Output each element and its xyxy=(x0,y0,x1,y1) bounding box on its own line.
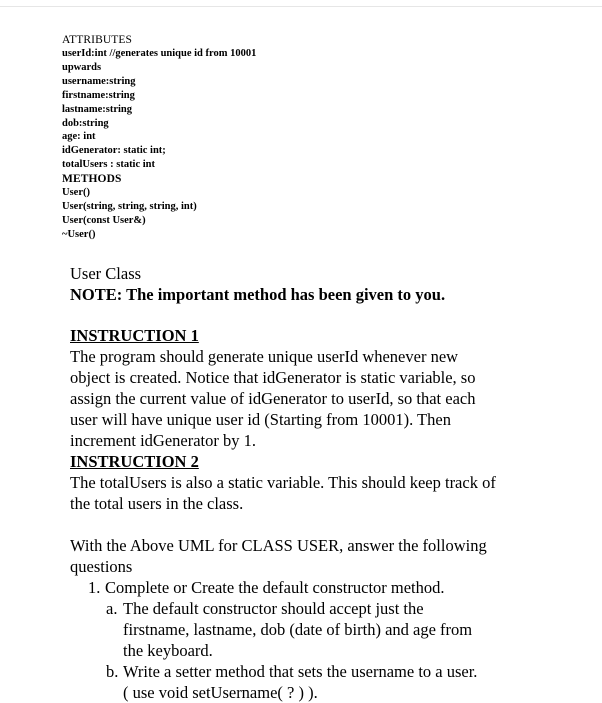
attribute-line: upwards xyxy=(62,61,102,73)
method-line: User(const User&) xyxy=(62,214,146,226)
attribute-line: totalUsers : static int xyxy=(62,159,156,171)
assignment-text xyxy=(70,263,550,703)
attribute-line: idGenerator: static int; xyxy=(62,145,166,157)
sub-item-letter: a. xyxy=(106,599,118,618)
sub-item-a-line: firstname, lastname, dob (date of birth) and age from xyxy=(123,620,473,639)
instruction-1-line: The program should generate unique userId whenever new xyxy=(70,347,459,366)
question-item-1 xyxy=(70,577,550,598)
spacer xyxy=(70,305,550,325)
attribute-line: dob:string xyxy=(62,117,109,129)
method-line: User() xyxy=(62,187,90,199)
method-line: ~User() xyxy=(62,228,96,240)
sub-item-a-line: the keyboard. xyxy=(123,641,213,660)
instruction-1-line: user will have unique user id (Starting from 10001). Then xyxy=(70,410,451,429)
uml-class-box xyxy=(62,33,482,242)
sub-item-b-line: ( use void setUsername( ? ) ). xyxy=(123,683,318,702)
question-intro-line: With the Above UML for CLASS USER, answer the following xyxy=(70,536,487,555)
attribute-line: userId:int //generates unique id from 10001 xyxy=(62,48,257,59)
instruction-2-heading: INSTRUCTION 2 xyxy=(70,452,199,471)
class-title: User Class xyxy=(70,264,142,283)
sub-item-a-line xyxy=(70,598,550,619)
item-number: 1. xyxy=(88,578,101,597)
attribute-line: firstname:string xyxy=(62,89,135,101)
question-intro-line: questions xyxy=(70,557,133,576)
instruction-1-heading: INSTRUCTION 1 xyxy=(70,326,199,345)
instruction-2-line: the total users in the class. xyxy=(70,494,244,513)
item-text: Complete or Create the default constructor method. xyxy=(105,578,445,597)
instruction-2-line: The totalUsers is also a static variable. This should keep track of xyxy=(70,473,496,492)
methods-heading: METHODS xyxy=(62,173,122,186)
sub-item-b-line xyxy=(70,661,550,682)
attribute-line: age: int xyxy=(62,131,96,143)
sub-item-text: The default constructor should accept just the xyxy=(123,599,424,618)
instruction-1-line: object is created. Notice that idGenerator is static variable, so xyxy=(70,368,476,387)
note-text: NOTE: The important method has been given to you. xyxy=(70,285,446,304)
sub-item-letter: b. xyxy=(106,662,119,681)
top-divider xyxy=(0,6,602,7)
attributes-heading: ATTRIBUTES xyxy=(62,34,132,46)
spacer xyxy=(70,514,550,535)
attribute-line: username:string xyxy=(62,75,136,87)
instruction-1-line: assign the current value of idGenerator to userId, so that each xyxy=(70,389,476,408)
method-line: User(string, string, string, int) xyxy=(62,201,197,213)
instruction-1-line: increment idGenerator by 1. xyxy=(70,431,257,450)
sub-item-text: Write a setter method that sets the username to a user. xyxy=(123,662,478,681)
attribute-line: lastname:string xyxy=(62,103,132,115)
